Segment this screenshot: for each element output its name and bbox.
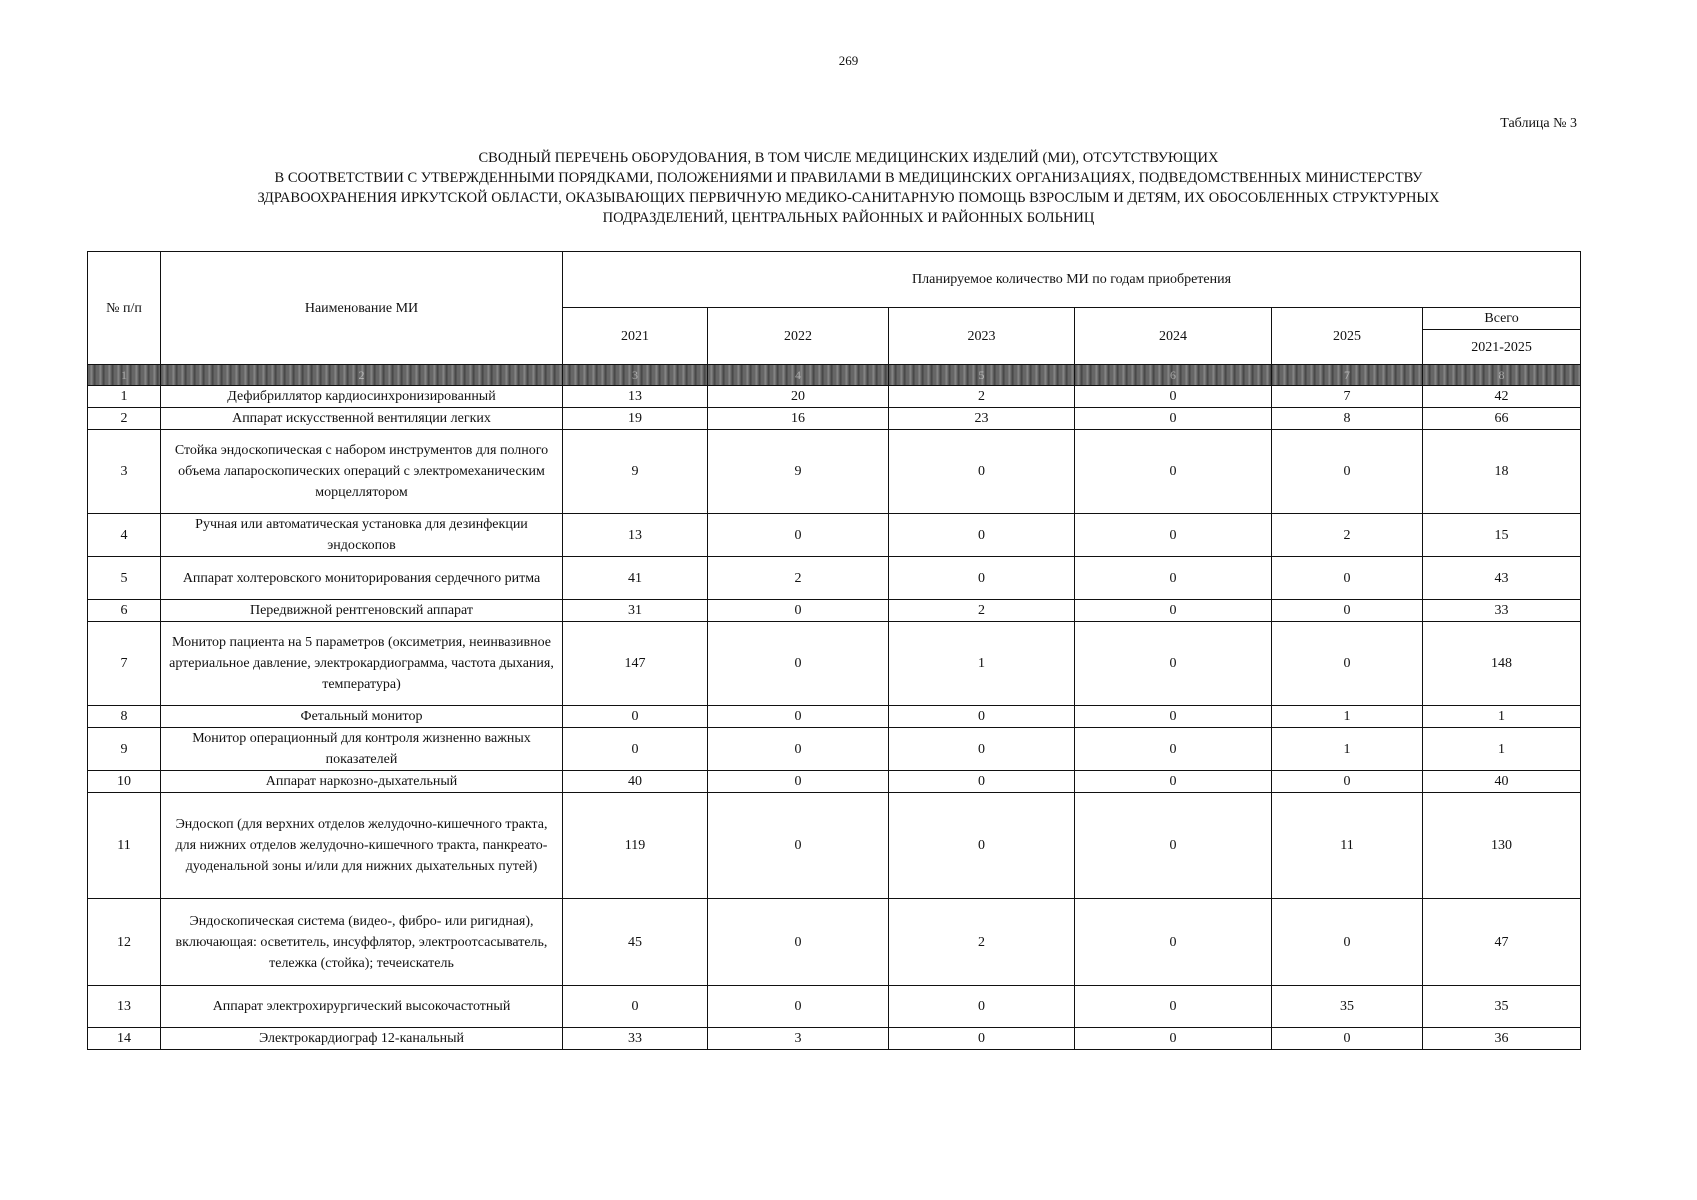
qty-2023: 0	[889, 430, 1075, 514]
qty-2024: 0	[1075, 514, 1272, 557]
qty-2022: 0	[708, 986, 889, 1028]
qty-2025: 0	[1272, 771, 1423, 793]
table-row	[88, 408, 1581, 430]
qty-2025: 8	[1272, 408, 1423, 430]
qty-2021: 41	[563, 557, 708, 600]
title-line: ПОДРАЗДЕЛЕНИЙ, ЦЕНТРАЛЬНЫХ РАЙОННЫХ И РАЙОННЫХ БОЛЬНИЦ	[602, 210, 1095, 226]
title-line: В СООТВЕТСТВИИ С УТВЕРЖДЕННЫМИ ПОРЯДКАМИ, ПОЛОЖЕНИЯМИ И ПРАВИЛАМИ В МЕДИЦИНСКИХ ОРГАНИЗАЦИЯХ, ПОДВЕДОМСТВЕННЫХ МИНИСТЕРСТВУ	[274, 170, 1423, 186]
qty-2021: 31	[563, 600, 708, 622]
qty-2024: 0	[1075, 899, 1272, 986]
qty-total: 42	[1423, 386, 1581, 408]
qty-2021: 13	[563, 514, 708, 557]
table-row	[88, 728, 1581, 771]
header-total: Всего	[1423, 308, 1581, 330]
qty-total: 35	[1423, 986, 1581, 1028]
row-number: 2	[88, 408, 161, 430]
qty-2024: 0	[1075, 1028, 1272, 1050]
qty-total: 15	[1423, 514, 1581, 557]
column-number: 8	[1423, 365, 1581, 386]
row-number: 7	[88, 622, 161, 706]
qty-2021: 40	[563, 771, 708, 793]
qty-2022: 0	[708, 899, 889, 986]
equipment-name: Аппарат наркозно-дыхательный	[161, 771, 563, 793]
qty-2024: 0	[1075, 728, 1272, 771]
qty-2024: 0	[1075, 557, 1272, 600]
column-number: 2	[161, 365, 563, 386]
table-row	[88, 986, 1581, 1028]
qty-2023: 23	[889, 408, 1075, 430]
qty-2022: 9	[708, 430, 889, 514]
table-row	[88, 600, 1581, 622]
equipment-name: Аппарат искусственной вентиляции легких	[161, 408, 563, 430]
qty-2024: 0	[1075, 986, 1272, 1028]
title-line: ЗДРАВООХРАНЕНИЯ ИРКУТСКОЙ ОБЛАСТИ, ОКАЗЫВАЮЩИХ ПЕРВИЧНУЮ МЕДИКО-САНИТАРНУЮ ПОМОЩЬ ВЗРОСЛЫМ И ДЕТЯМ, ИХ ОБОСОБЛЕННЫХ СТРУКТУРНЫХ	[257, 190, 1440, 206]
document-title	[100, 148, 1597, 228]
header-year-2022: 2022	[708, 308, 889, 365]
row-number: 9	[88, 728, 161, 771]
title-line: СВОДНЫЙ ПЕРЕЧЕНЬ ОБОРУДОВАНИЯ, В ТОМ ЧИСЛЕ МЕДИЦИНСКИХ ИЗДЕЛИЙ (МИ), ОТСУТСТВУЮЩИХ	[478, 150, 1219, 166]
qty-2022: 2	[708, 557, 889, 600]
equipment-name: Эндоскоп (для верхних отделов желудочно-кишечного тракта, для нижних отделов желудочно-кишечного тракта, панкреато-дуоденальной зоны и/или для нижних дыхательных путей)	[161, 793, 563, 899]
equipment-name: Ручная или автоматическая установка для дезинфекции эндоскопов	[161, 514, 563, 557]
qty-2025: 0	[1272, 600, 1423, 622]
qty-2025: 35	[1272, 986, 1423, 1028]
qty-2022: 0	[708, 706, 889, 728]
equipment-name: Аппарат электрохирургический высокочастотный	[161, 986, 563, 1028]
qty-2023: 2	[889, 899, 1075, 986]
qty-2025: 1	[1272, 728, 1423, 771]
header-year-2025: 2025	[1272, 308, 1423, 365]
qty-2024: 0	[1075, 408, 1272, 430]
qty-total: 33	[1423, 600, 1581, 622]
table-row	[88, 622, 1581, 706]
qty-2023: 0	[889, 771, 1075, 793]
qty-total: 36	[1423, 1028, 1581, 1050]
table-row	[88, 706, 1581, 728]
qty-2023: 0	[889, 728, 1075, 771]
qty-2021: 13	[563, 386, 708, 408]
qty-2023: 2	[889, 600, 1075, 622]
header-year-2023: 2023	[889, 308, 1075, 365]
table-row	[88, 899, 1581, 986]
qty-total: 1	[1423, 728, 1581, 771]
row-number: 12	[88, 899, 161, 986]
qty-2022: 0	[708, 600, 889, 622]
qty-2023: 0	[889, 793, 1075, 899]
page-number: 269	[838, 53, 859, 68]
qty-2025: 0	[1272, 557, 1423, 600]
qty-total: 18	[1423, 430, 1581, 514]
row-number: 3	[88, 430, 161, 514]
row-number: 13	[88, 986, 161, 1028]
equipment-table	[87, 251, 1581, 1050]
equipment-name: Передвижной рентгеновский аппарат	[161, 600, 563, 622]
row-number: 8	[88, 706, 161, 728]
qty-2024: 0	[1075, 386, 1272, 408]
qty-2024: 0	[1075, 430, 1272, 514]
header-year-2021: 2021	[563, 308, 708, 365]
table-row	[88, 793, 1581, 899]
qty-2025: 11	[1272, 793, 1423, 899]
row-number: 4	[88, 514, 161, 557]
header-planned: Планируемое количество МИ по годам приобретения	[563, 252, 1581, 308]
qty-2022: 0	[708, 771, 889, 793]
column-number: 3	[563, 365, 708, 386]
qty-total: 1	[1423, 706, 1581, 728]
qty-2022: 20	[708, 386, 889, 408]
column-number: 7	[1272, 365, 1423, 386]
qty-2022: 3	[708, 1028, 889, 1050]
qty-total: 148	[1423, 622, 1581, 706]
table-body	[88, 365, 1581, 1050]
column-number: 6	[1075, 365, 1272, 386]
qty-2025: 1	[1272, 706, 1423, 728]
qty-2022: 16	[708, 408, 889, 430]
column-number: 5	[889, 365, 1075, 386]
qty-total: 40	[1423, 771, 1581, 793]
qty-2025: 0	[1272, 1028, 1423, 1050]
row-number: 10	[88, 771, 161, 793]
qty-2024: 0	[1075, 622, 1272, 706]
equipment-name: Фетальный монитор	[161, 706, 563, 728]
qty-2024: 0	[1075, 706, 1272, 728]
equipment-name: Монитор пациента на 5 параметров (оксиметрия, неинвазивное артериальное давление, электрокардиограмма, частота дыхания, температура)	[161, 622, 563, 706]
qty-2021: 119	[563, 793, 708, 899]
column-number: 1	[88, 365, 161, 386]
equipment-name: Электрокардиограф 12-канальный	[161, 1028, 563, 1050]
equipment-name: Дефибриллятор кардиосинхронизированный	[161, 386, 563, 408]
equipment-name: Аппарат холтеровского мониторирования сердечного ритма	[161, 557, 563, 600]
qty-2025: 2	[1272, 514, 1423, 557]
table-label: Таблица № 3	[1500, 116, 1577, 131]
qty-2025: 7	[1272, 386, 1423, 408]
qty-2025: 0	[1272, 430, 1423, 514]
qty-2021: 0	[563, 986, 708, 1028]
qty-2022: 0	[708, 728, 889, 771]
qty-2022: 0	[708, 622, 889, 706]
qty-2021: 0	[563, 728, 708, 771]
header-no: № п/п	[88, 252, 161, 365]
equipment-name: Стойка эндоскопическая с набором инструментов для полного объема лапароскопических операций с электромеханическим морцеллятором	[161, 430, 563, 514]
equipment-name: Эндоскопическая система (видео-, фибро- или ригидная), включающая: осветитель, инсуффлятор, электроотсасыватель, тележка (стойка); течеискатель	[161, 899, 563, 986]
qty-2025: 0	[1272, 899, 1423, 986]
header-year-2024: 2024	[1075, 308, 1272, 365]
qty-total: 66	[1423, 408, 1581, 430]
header-name: Наименование МИ	[161, 252, 563, 365]
row-number: 1	[88, 386, 161, 408]
table-row	[88, 430, 1581, 514]
row-number: 11	[88, 793, 161, 899]
qty-2021: 45	[563, 899, 708, 986]
qty-total: 43	[1423, 557, 1581, 600]
qty-2023: 0	[889, 1028, 1075, 1050]
table-row	[88, 557, 1581, 600]
table-row	[88, 514, 1581, 557]
qty-2023: 1	[889, 622, 1075, 706]
header-total-range: 2021-2025	[1423, 330, 1581, 365]
qty-2024: 0	[1075, 771, 1272, 793]
qty-2023: 2	[889, 386, 1075, 408]
qty-2022: 0	[708, 514, 889, 557]
qty-2021: 0	[563, 706, 708, 728]
qty-2023: 0	[889, 514, 1075, 557]
table-row	[88, 386, 1581, 408]
column-number: 4	[708, 365, 889, 386]
qty-2021: 19	[563, 408, 708, 430]
qty-2023: 0	[889, 706, 1075, 728]
qty-total: 130	[1423, 793, 1581, 899]
qty-2024: 0	[1075, 600, 1272, 622]
qty-2021: 33	[563, 1028, 708, 1050]
qty-2023: 0	[889, 557, 1075, 600]
qty-2025: 0	[1272, 622, 1423, 706]
row-number: 5	[88, 557, 161, 600]
qty-2021: 147	[563, 622, 708, 706]
qty-2024: 0	[1075, 793, 1272, 899]
row-number: 6	[88, 600, 161, 622]
qty-2023: 0	[889, 986, 1075, 1028]
qty-total: 47	[1423, 899, 1581, 986]
table-row	[88, 1028, 1581, 1050]
row-number: 14	[88, 1028, 161, 1050]
qty-2021: 9	[563, 430, 708, 514]
table-row	[88, 771, 1581, 793]
equipment-name: Монитор операционный для контроля жизненно важных показателей	[161, 728, 563, 771]
qty-2022: 0	[708, 793, 889, 899]
column-number-row	[88, 365, 1581, 386]
